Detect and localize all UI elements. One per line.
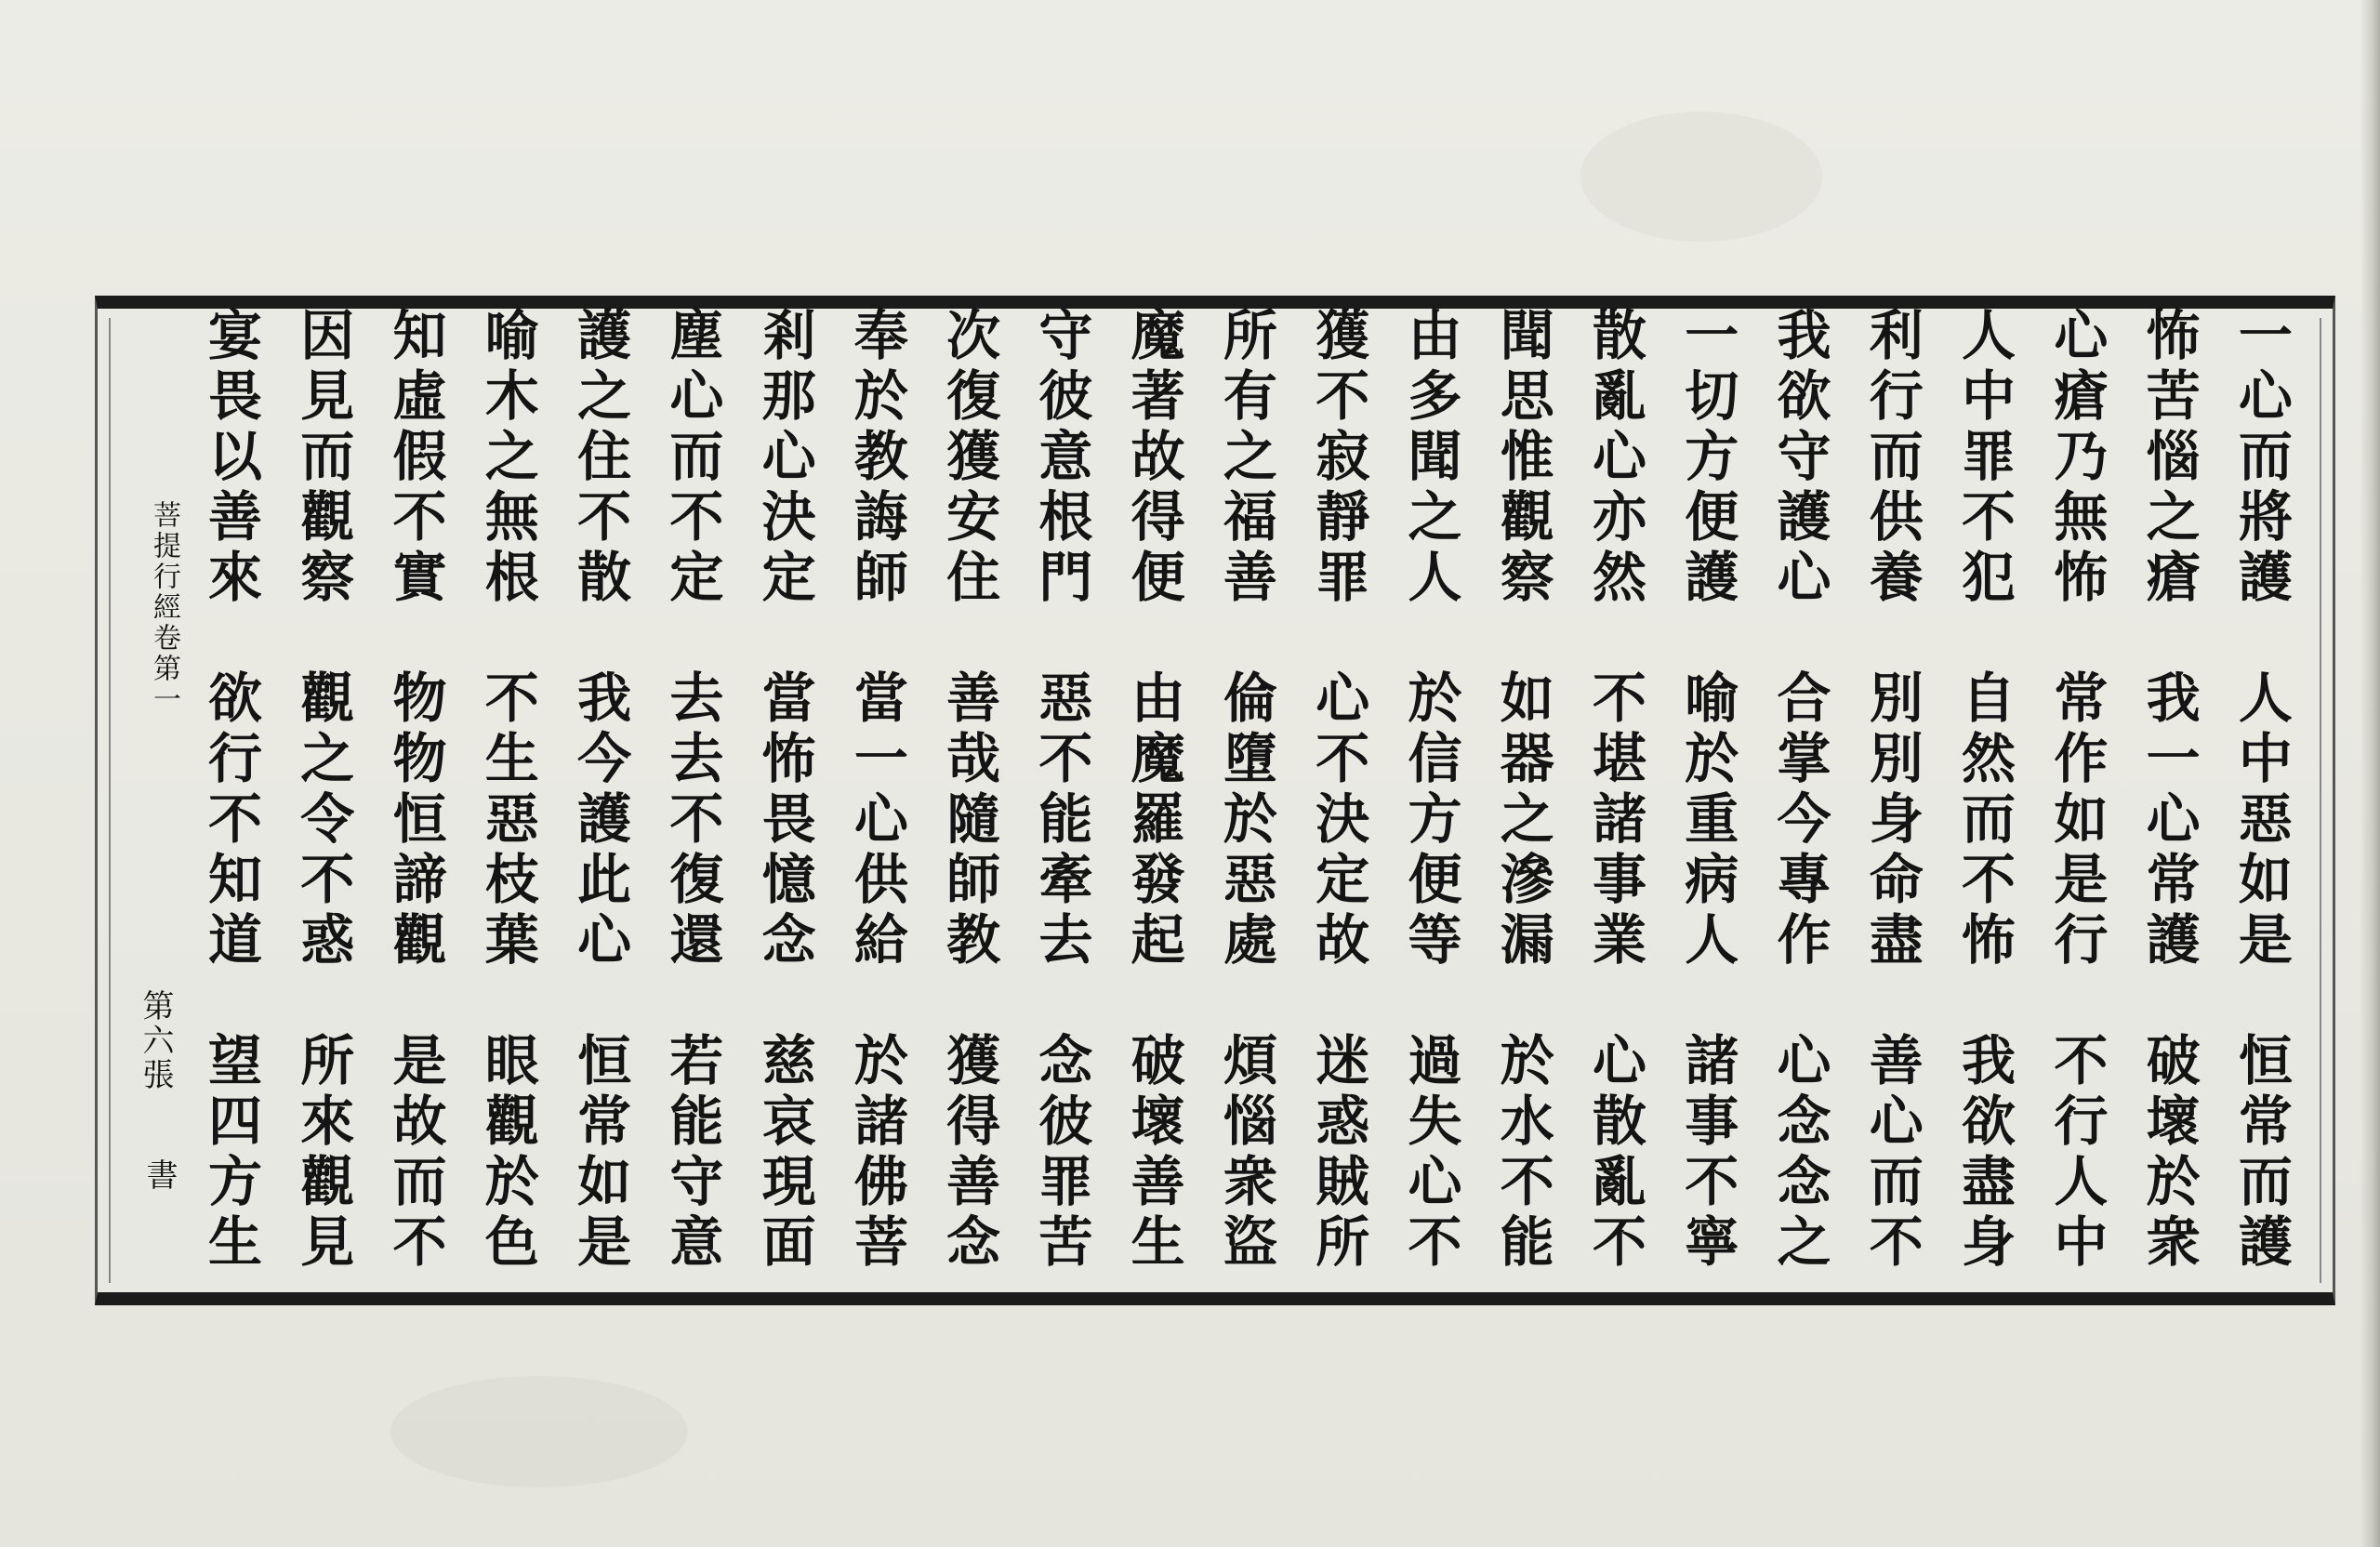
text-column: 知虛假不實 物物恒諦觀 是故而不 [383,307,447,1274]
binding-edge [2360,0,2380,1547]
text-column: 怖苦惱之瘡 我一心常護 破壞於衆 [2136,307,2201,1274]
text-column: 剎那心決定 當怖畏憶念 慈哀現面 [752,307,816,1274]
text-column: 散亂心亦然 不堪諸事業 心散亂不 [1582,307,1646,1274]
text-column: 由多聞之人 於信方便等 過失心不 [1398,307,1462,1274]
paper-stain [1580,112,1822,242]
woodblock-text [186,307,2306,1296]
text-column: 塵心而不定 去去不復還 若能守意 [660,307,724,1274]
text-column: 所有之福善 倫墮於惡處 煩惱衆盜 [1213,307,1277,1274]
text-column: 奉於教誨師 當一心供給 於諸佛菩 [844,307,908,1274]
text-column: 我欲守護心 合掌今專作 心念念之 [1767,307,1831,1274]
margin-book-title: 菩提行經卷第一 [148,500,180,715]
text-column: 獲不寂靜罪 心不決定故 迷惑賊所 [1306,307,1370,1274]
text-column: 喻木之無根 不生惡枝葉 眼觀於色 [475,307,539,1274]
paper-stain [390,1376,688,1488]
text-column: 守彼意根門 惡不能牽去 念彼罪苦 [1029,307,1093,1274]
text-column: 魔著故得便 由魔羅發起 破壞善生 [1121,307,1185,1274]
text-column: 一切方便護 喻於重病人 諸事不寧 [1675,307,1739,1274]
text-column: 護之住不散 我今護此心 恒常如是 [568,307,632,1274]
text-column: 宴畏以善來 欲行不知道 望四方生 [199,307,262,1274]
margin-leaf-number: 第六張 [137,989,174,1092]
margin-carver-mark: 書 [140,1158,178,1190]
text-column: 聞思惟觀察 如器之滲漏 於水不能 [1490,307,1554,1274]
text-column: 因見而觀察 觀之令不惑 所來觀見 [291,307,355,1274]
text-column: 一心而將護 人中惡如是 恒常而護 [2228,307,2293,1274]
text-column: 心瘡乃無怖 常作如是行 不行人中 [2044,307,2109,1274]
text-column: 次復獲安住 善哉隨師教 獲得善念 [937,307,1001,1274]
text-column: 利行而供養 別別身命盡 善心而不 [1859,307,1924,1274]
text-column: 人中罪不犯 自然而不怖 我欲盡身 [1952,307,2016,1274]
